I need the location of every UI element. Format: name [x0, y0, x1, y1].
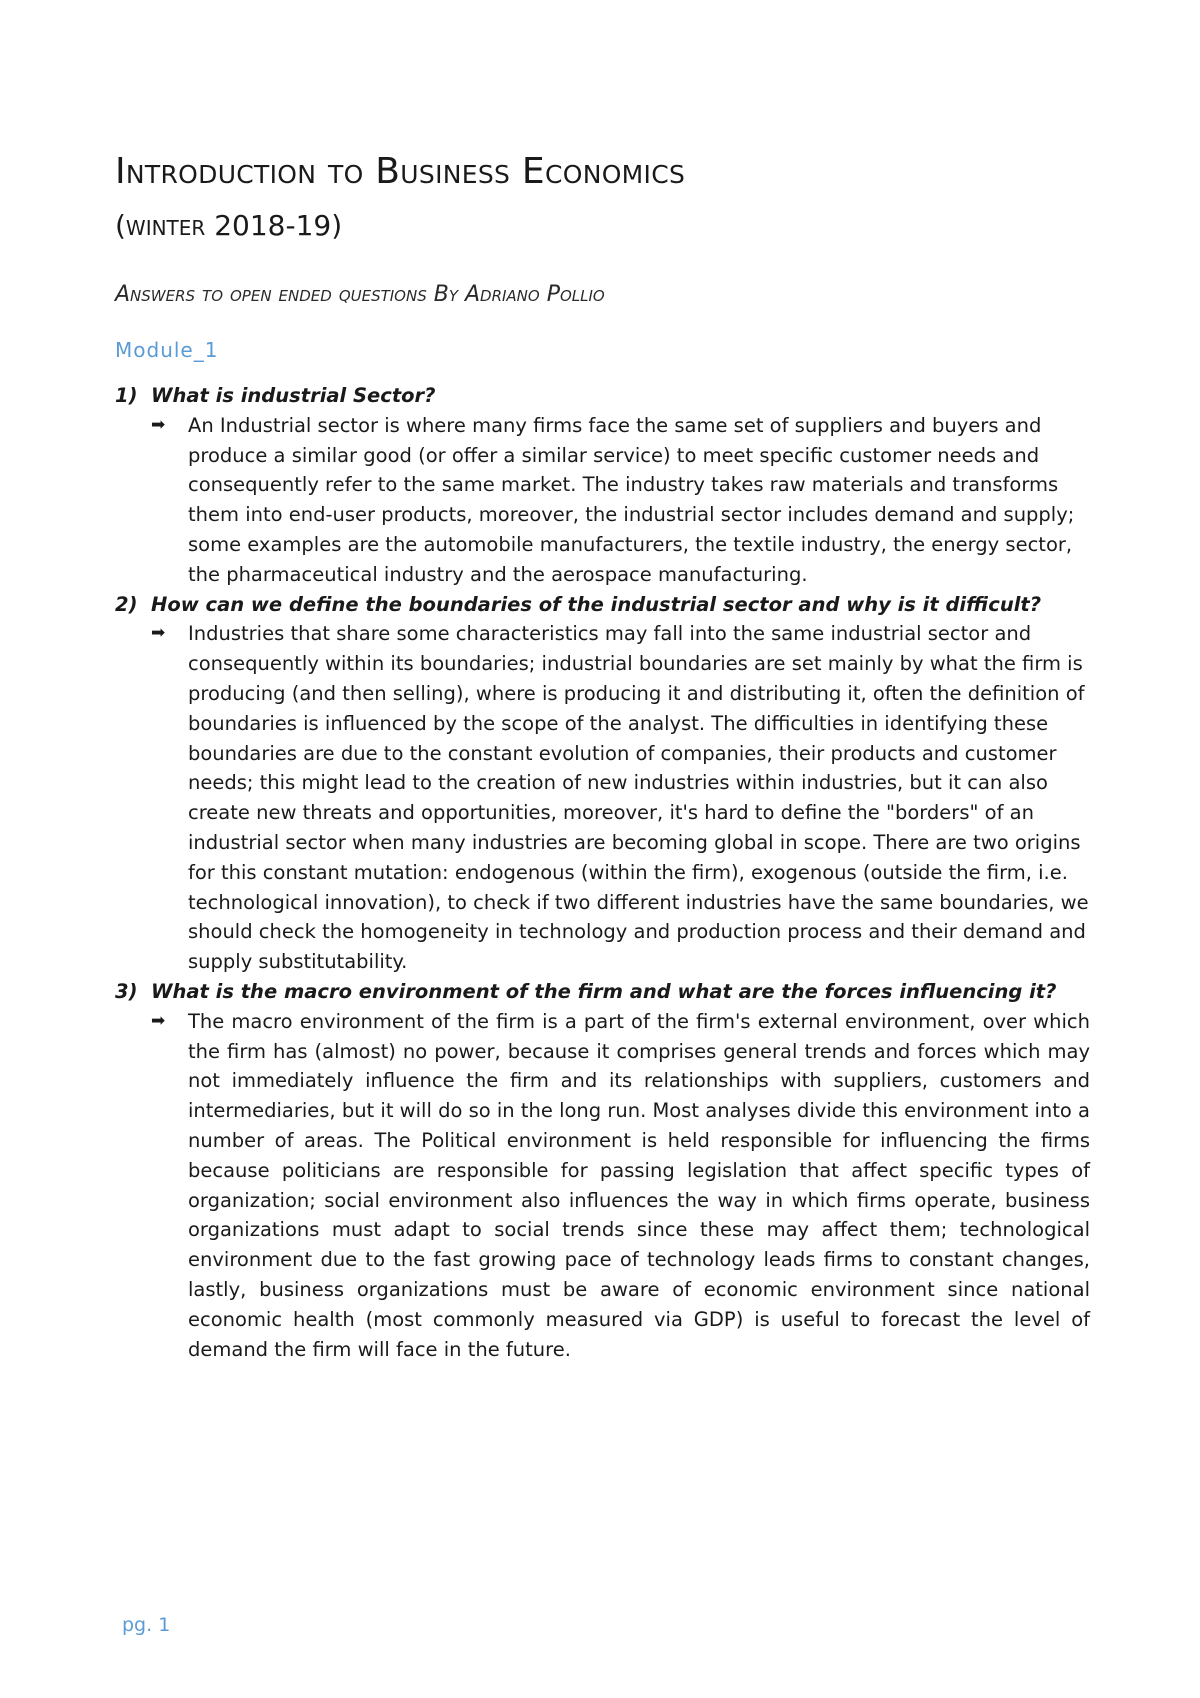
- question-text: What is the macro environment of the firm and what are the forces influencing it?: [151, 979, 1057, 1003]
- arrow-right-icon: ➡: [151, 623, 166, 644]
- arrow-right-icon: ➡: [151, 414, 166, 435]
- arrow-right-icon: ➡: [151, 1010, 166, 1031]
- answer-text: An Industrial sector is where many firms face the same set of suppliers and buyers and produce a similar good (or offer a similar service) to meet specific customer needs and consequently refer to the same market. The industry takes raw materials and transforms them into end-user products, moreover, the industrial sector includes demand and supply; some examples are the automobile manufacturers, the textile industry, the energy sector, the pharmaceutical industry and the aerospace manufacturing.: [188, 413, 1075, 586]
- answer-item: [115, 619, 1090, 977]
- question-item: [115, 590, 1090, 620]
- document-title: Introduction to Business Economics: [115, 151, 686, 192]
- answer-text: Industries that share some characteristics may fall into the same industrial sector and consequently within its boundaries; industrial boundaries are set mainly by what the firm is producing (and then selling), where is producing it and distributing it, often the definition of boundaries is influenced by the scope of the analyst. The difficulties in identifying these boundaries are due to the constant evolution of companies, their products and customer needs; this might lead to the creation of new industries within industries, but it can also create new threats and opportunities, moreover, it's hard to define the "borders" of an industrial sector when many industries are becoming global in scope. There are two origins for this constant mutation: endogenous (within the firm), exogenous (outside the firm, i.e. technological innovation), to check if two different industries have the same boundaries, we should check the homogeneity in technology and production process and their demand and supply substitutability.: [188, 622, 1089, 974]
- question-number: 1): [115, 384, 138, 407]
- author-line: Answers to open ended questions By Adriano Pollio: [115, 282, 605, 307]
- page-number: pg. 1: [122, 1614, 171, 1636]
- document-subtitle: (winter 2018-19): [115, 209, 343, 242]
- answer-item: [115, 411, 1090, 590]
- module-heading: Module_1: [115, 338, 219, 362]
- question-text: What is industrial Sector?: [151, 384, 436, 407]
- question-text: How can we define the boundaries of the industrial sector and why is it difficult?: [151, 592, 1042, 616]
- question-item: [115, 381, 1090, 411]
- question-number: 3): [115, 979, 138, 1003]
- answer-item: [115, 1007, 1090, 1365]
- answer-text: The macro environment of the firm is a part of the firm's external environment, over which the firm has (almost) no power, because it comprises general trends and forces which may not immediately influence the firm and its relationships with suppliers, customers and intermediaries, but it will do so in the long run. Most analyses divide this environment into a number of areas. The Political environment is held responsible for influencing the firms because politicians are responsible for passing legislation that affect specific types of organization; social environment also influences the way in which firms operate, business organizations must adapt to social trends since these may affect them; technological environment due to the fast growing pace of technology leads firms to constant changes, lastly, business organizations must be aware of economic environment since national economic health (most commonly measured via GDP) is useful to forecast the level of demand the firm will face in the future.: [188, 1009, 1090, 1361]
- question-number: 2): [115, 592, 138, 616]
- question-item: [115, 977, 1090, 1007]
- question-list: [115, 381, 1090, 1364]
